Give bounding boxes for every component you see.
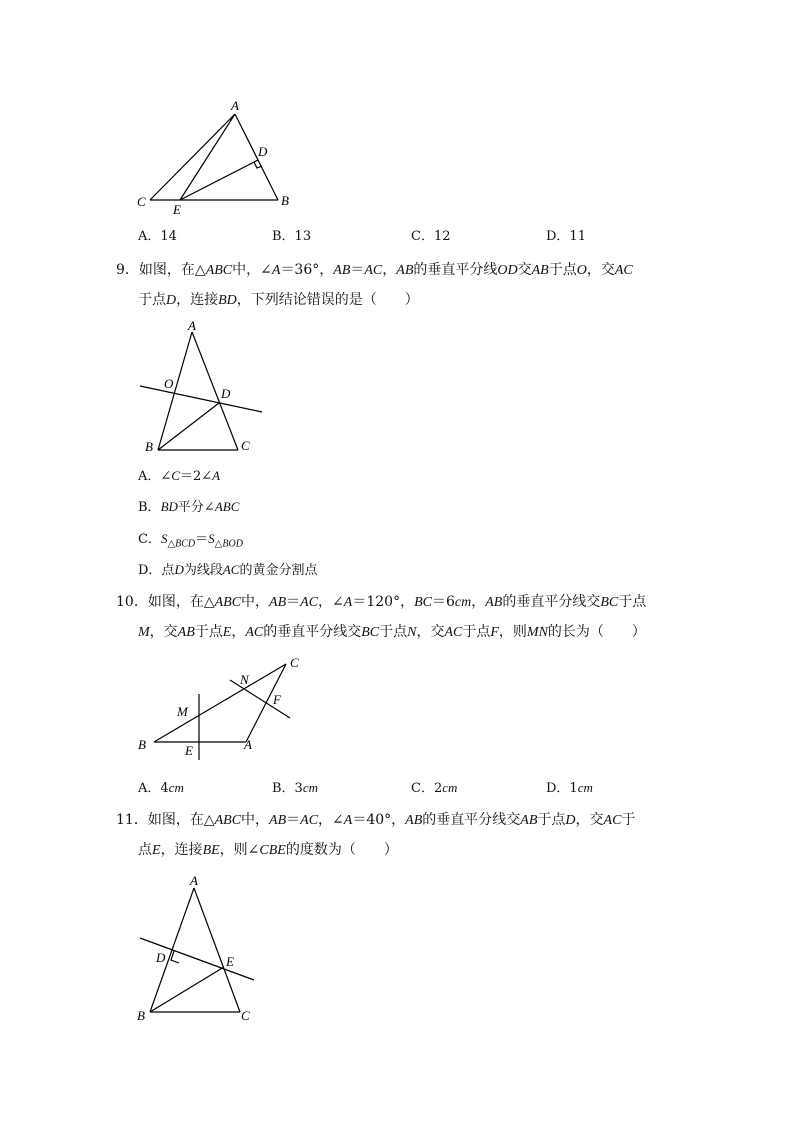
q8-diagram: [130, 96, 300, 221]
segment-ca: [150, 114, 235, 200]
q8-option-a[interactable]: A．14: [138, 229, 177, 244]
label-a: A: [190, 873, 198, 888]
segment-bd: [158, 403, 219, 450]
q9-stem-line2: 于点D，连接BD，下列结论错误的是（ ）: [138, 292, 419, 308]
label-f: F: [273, 692, 281, 707]
q11-stem-line2: 点E，连接BE，则∠CBE的度数为（ ）: [138, 842, 398, 858]
q9-diagram: [130, 318, 270, 458]
label-b: B: [281, 193, 289, 208]
q9-stem-line1: 9．如图，在△ABC中，∠A＝36°，AB＝AC，AB的垂直平分线OD交AB于点O，交AC: [116, 262, 633, 278]
label-c: C: [137, 194, 146, 209]
q8-figure: [130, 96, 300, 221]
q10-stem-line2: M，交AB于点E，AC的垂直平分线交BC于点N，交AC于点F，则MN的长为（ ）: [138, 624, 646, 640]
q8-option-b[interactable]: B．13: [272, 229, 312, 244]
segment-ed: [180, 160, 258, 200]
q10-diagram: [130, 652, 310, 764]
label-o: O: [164, 376, 174, 391]
label-d: D: [258, 144, 268, 159]
segment-ac: [194, 888, 240, 1012]
label-c: C: [241, 1008, 250, 1023]
q11-figure: [130, 870, 270, 1028]
q9-option-d[interactable]: D．点D为线段AC的黄金分割点: [138, 562, 318, 578]
q8-option-d[interactable]: D．11: [546, 229, 586, 244]
q9-option-c[interactable]: C．$S_{\triangle BCD}=S_{\triangle BOD}$: [138, 531, 243, 550]
q10-figure: [130, 652, 310, 764]
label-e: E: [226, 954, 234, 969]
q10-option-b[interactable]: B．3cm: [272, 780, 318, 796]
label-b: B: [145, 439, 153, 454]
label-d: D: [221, 386, 231, 401]
label-e: E: [173, 202, 181, 217]
q10-option-a[interactable]: A．4cm: [138, 780, 184, 796]
q11-diagram: [130, 870, 270, 1028]
q9-figure: [130, 318, 270, 458]
label-e: E: [185, 743, 193, 758]
q10-option-d[interactable]: D．1cm: [546, 780, 593, 796]
segment-ac: [192, 332, 238, 450]
label-b: B: [137, 1008, 145, 1023]
perpendicular-bisector-od: [140, 386, 262, 412]
label-a: A: [244, 737, 252, 752]
label-c: C: [241, 438, 250, 453]
q9-option-b[interactable]: B．BD平分∠ABC: [138, 499, 240, 515]
label-n: N: [240, 672, 249, 687]
q10-stem-line1: 10．如图，在△ABC中，AB＝AC，∠A＝120°，BC＝6cm，AB的垂直平分线交BC于点: [116, 594, 647, 610]
q9-option-a[interactable]: A．∠C＝2∠A: [138, 468, 221, 484]
perpendicular-bisector-ac: [230, 680, 290, 718]
label-d: D: [156, 950, 166, 965]
q11-stem-line1: 11．如图，在△ABC中，AB＝AC，∠A＝40°，AB的垂直平分线交AB于点D，交AC于: [116, 812, 636, 828]
right-angle-mark: [171, 951, 179, 963]
label-a: A: [188, 318, 196, 333]
label-c: C: [290, 655, 299, 670]
q10-option-c[interactable]: C．2cm: [411, 780, 458, 796]
label-a: A: [231, 98, 239, 113]
label-b: B: [138, 737, 146, 752]
label-m: M: [177, 704, 188, 719]
segment-be: [150, 967, 224, 1012]
segment-ae: [180, 114, 235, 200]
q8-option-c[interactable]: C．12: [411, 229, 451, 244]
segment-ab: [235, 114, 278, 200]
